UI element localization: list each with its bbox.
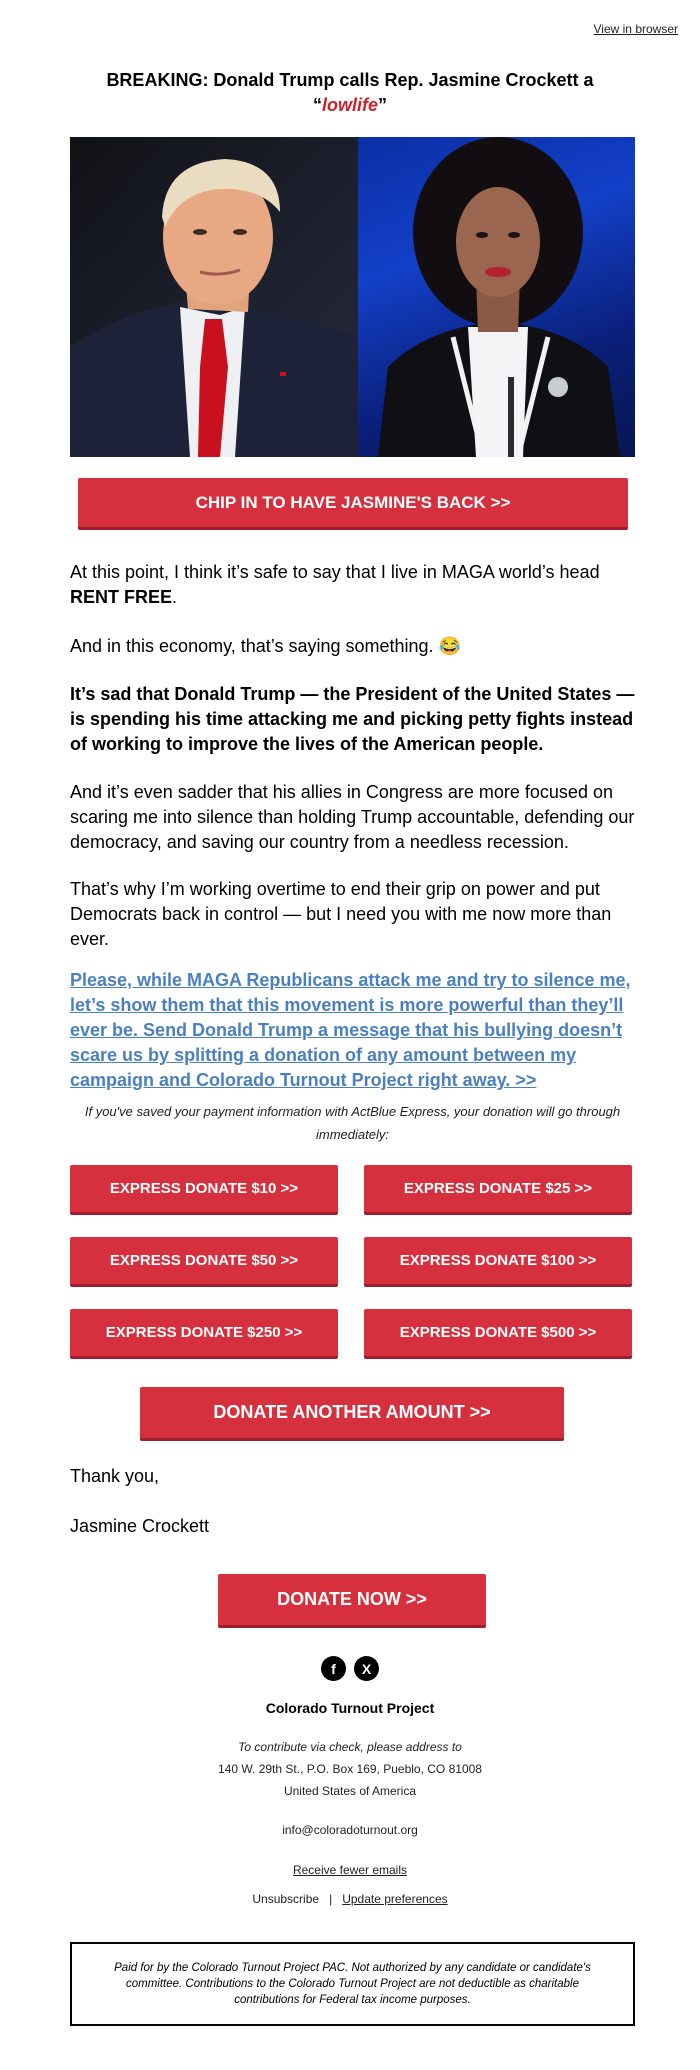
p1-text: At this point, I think it’s safe to say that I live in MAGA world’s head xyxy=(70,562,600,582)
crockett-photo xyxy=(358,137,635,457)
receive-fewer-emails-link[interactable]: Receive fewer emails xyxy=(292,1863,408,1877)
p1-end: . xyxy=(172,587,178,607)
body-paragraph-5: That’s why I’m working overtime to end their grip on power and put Democrats back in control — but I need you with me now more than ever. xyxy=(70,879,612,949)
donation-appeal-link[interactable]: Please, while MAGA Republicans attack me and try to silence me, let’s show them that this movement is more powerful than they’ll ever be. Send Donald Trump a message that his bullying doesn’t scare us by splitting a donation of any amount between my campaign and Colorado Turnout Project right away. >> xyxy=(70,970,631,1090)
body-paragraph-3: It’s sad that Donald Trump — the President of the United States — is spending his time attacking me and picking petty fights instead of working to improve the lives of the American people. xyxy=(70,684,635,754)
donate-another-amount-button[interactable]: DONATE ANOTHER AMOUNT >> xyxy=(140,1387,564,1441)
disclaimer-text: Paid for by the Colorado Turnout Project PAC. Not authorized by any candidate or candidate's committee. Contributions to the Colorado Turnout Project are not deductible as charitable contributions for Federal tax income purposes. xyxy=(114,1962,591,2006)
signoff-thanks: Thank you, xyxy=(70,1466,160,1486)
headline-text: BREAKING: Donald Trump calls Rep. Jasmine Crockett a xyxy=(106,70,594,90)
express-donate-10-button[interactable]: EXPRESS DONATE $10 >> xyxy=(70,1165,338,1215)
trump-photo xyxy=(70,137,358,457)
footer-preferences-row xyxy=(0,1892,700,1906)
social-links xyxy=(321,1656,379,1681)
signoff-name: Jasmine Crockett xyxy=(70,1516,210,1536)
body-paragraph-1 xyxy=(70,560,635,610)
footer-address-line-2: United States of America xyxy=(283,1784,417,1798)
express-donate-500-button[interactable]: EXPRESS DONATE $500 >> xyxy=(364,1309,632,1359)
body-paragraph-4: And it’s even sadder that his allies in Congress are more focused on scaring me into silence than holding Trump accountable, defending our democracy, and saving our country from a needless recession. xyxy=(70,782,635,852)
headline xyxy=(70,68,630,118)
express-donate-50-button[interactable]: EXPRESS DONATE $50 >> xyxy=(70,1237,338,1287)
express-donate-250-button[interactable]: EXPRESS DONATE $250 >> xyxy=(70,1309,338,1359)
headline-close-quote: ” xyxy=(378,95,387,115)
footer-email[interactable]: info@coloradoturnout.org xyxy=(282,1823,418,1837)
x-twitter-icon[interactable]: X xyxy=(354,1656,379,1681)
rent-free-bold: RENT FREE xyxy=(70,587,173,607)
headline-quote-word: lowlife xyxy=(321,95,378,115)
express-donate-100-button[interactable]: EXPRESS DONATE $100 >> xyxy=(364,1237,632,1287)
footer-org-name: Colorado Turnout Project xyxy=(265,1700,435,1716)
footer-check-note: To contribute via check, please address to xyxy=(238,1740,462,1754)
update-preferences-link[interactable]: Update preferences xyxy=(342,1892,448,1906)
trump-photo-illustration xyxy=(70,137,358,457)
facebook-icon[interactable]: f xyxy=(321,1656,346,1681)
view-in-browser-link[interactable]: View in browser xyxy=(593,22,678,36)
headline-open-quote: “ xyxy=(312,95,322,115)
unsubscribe-link[interactable]: Unsubscribe xyxy=(252,1892,320,1906)
hero-image[interactable] xyxy=(70,137,635,457)
footer-separator: | xyxy=(329,1892,333,1906)
body-paragraph-2: And in this economy, that’s saying something. 😂 xyxy=(70,636,461,656)
paid-for-disclaimer xyxy=(70,1942,635,2026)
donate-now-button[interactable]: DONATE NOW >> xyxy=(218,1574,486,1628)
crockett-photo-illustration xyxy=(358,137,635,457)
chip-in-button[interactable]: CHIP IN TO HAVE JASMINE'S BACK >> xyxy=(78,478,628,530)
express-donate-25-button[interactable]: EXPRESS DONATE $25 >> xyxy=(364,1165,632,1215)
footer-address-line-1: 140 W. 29th St., P.O. Box 169, Pueblo, CO 81008 xyxy=(218,1762,482,1776)
actblue-express-note: If you've saved your payment information with ActBlue Express, your donation will go through immediately: xyxy=(84,1104,621,1142)
